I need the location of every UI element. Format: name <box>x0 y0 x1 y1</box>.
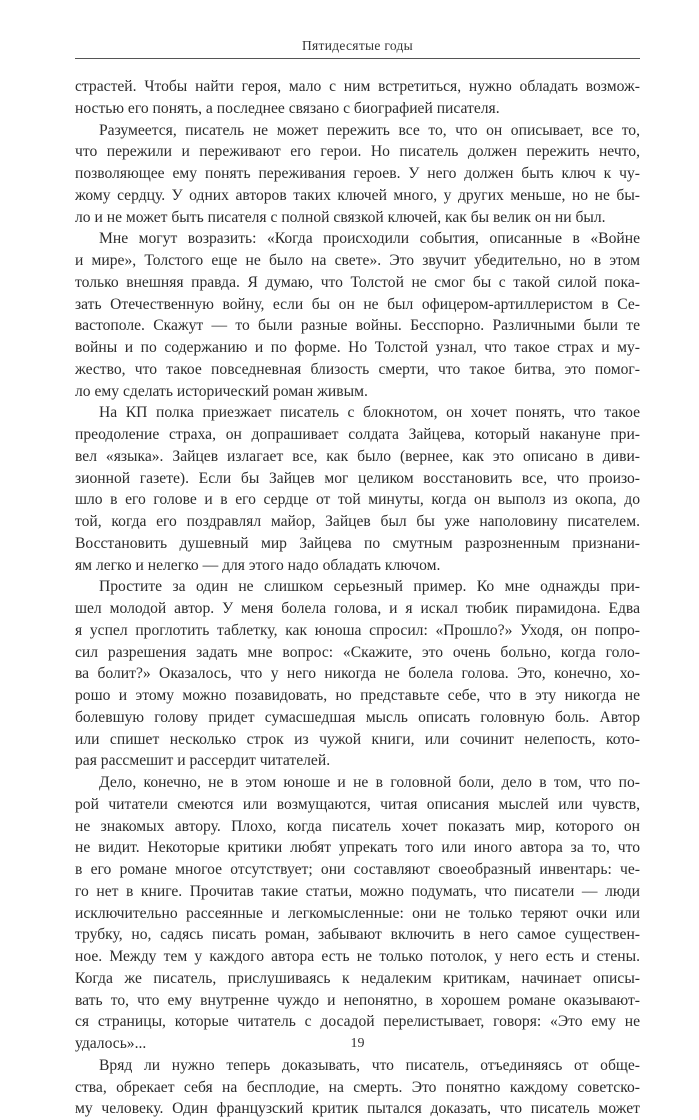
header-rule <box>75 58 640 59</box>
text-line: го нет в книге. Прочитав такие статьи, можно подумать, что писатели — люди <box>75 882 640 900</box>
text-line: что пережили и переживают его герои. Но писатель должен пережить нечто, <box>75 143 640 161</box>
running-head: Пятидесятые годы <box>301 38 414 53</box>
paragraph <box>75 1055 640 1120</box>
text-line: позволяющее ему понять переживания героев. У него должен быть ключ к чу- <box>75 165 640 182</box>
text-line: трубку, но, садясь писать роман, забывают включить в него самое существен- <box>75 926 640 944</box>
text-line: ло и не может быть писателя с полной связкой ключей, как бы велик он ни был. <box>75 208 606 226</box>
text-line: Простите за один не слишком серьезный пример. Ко мне однажды при- <box>99 578 640 596</box>
text-line: исключительно рассеянные и легкомысленные: они не только теряют очки или <box>75 904 640 922</box>
text-line: не видит. Некоторые критики любят упрекать того или иного автора за то, что <box>75 839 640 857</box>
text-line: ся страницы, которые читатель с досадой перелистывает, говоря: «Это ему не <box>75 1013 640 1031</box>
text-line: Мне могут возразить: «Когда происходили события, описанные в «Войне <box>99 230 640 248</box>
text-line: я успел проглотить таблетку, как юноша спросил: «Прошло?» Уходя, он попро- <box>75 621 640 639</box>
text-line: рой читатели смеются или возмущаются, читая описания мыслей или чувств, <box>75 795 640 813</box>
text-line: рая рассмешит и рассердит читателей. <box>75 752 331 770</box>
text-line: в его романе многое отсутствует; они составляют своеобразный инвентарь: че- <box>75 861 640 878</box>
text-line: не знакомых автору. Плохо, когда писатель хочет показать мир, которого он <box>75 817 640 835</box>
text-line: Вряд ли нужно теперь доказывать, что писатель, отъединяясь от обще- <box>99 1056 640 1074</box>
paragraph <box>75 772 640 1055</box>
text-line: вел «языка». Зайцев излагает все, как было (вернее, как это описано в диви- <box>75 447 640 465</box>
text-line: жому сердцу. У одних авторов таких ключей много, у других меньше, но не бы- <box>75 186 640 204</box>
text-line: Восстановить душевный мир Зайцева по смутным разрозненным признани- <box>75 534 640 552</box>
text-line: Дело, конечно, не в этом юноше и не в головной боли, дело в том, что по- <box>99 774 640 791</box>
text-line: вать то, что ему внутренне чуждо и непонятно, в хорошем романе оказывают- <box>75 991 640 1009</box>
text-line: сил разрешения задать мне вопрос: «Скажите, это очень больно, когда голо- <box>75 643 640 661</box>
text-line: и мире», Толстого еще не было на свете». Это звучит убедительно, но в этом <box>75 252 640 269</box>
text-line: ства, обрекает себя на бесплодие, на смерть. Это понятно каждому советско- <box>75 1078 640 1096</box>
text-line: рошо и этому можно позавидовать, но представьте себе, что в эту никогда не <box>75 687 640 704</box>
paragraph <box>75 402 640 576</box>
text-line: войны и по содержанию и по форме. Но Толстой узнал, что такое страх и му- <box>75 339 640 356</box>
text-line: или спишет несколько строк из чужой книги, или сочинит нелепость, кото- <box>75 730 640 748</box>
text-line: му человеку. Один французский критик пытался доказать, что писатель может <box>75 1100 640 1118</box>
paragraph <box>75 120 640 229</box>
text-line: ло ему сделать исторический роман живым. <box>75 382 368 400</box>
paragraph <box>75 576 640 772</box>
text-line: вастополе. Скажут — то были разные войны. Бесспорно. Различными были те <box>75 317 640 335</box>
text-line: болевшую голову придет сумасшедшая мысль описать головную боль. Автор <box>75 708 640 726</box>
text-line: страстей. Чтобы найти героя, мало с ним встретиться, нужно обладать возмож- <box>75 78 640 95</box>
page-number: 19 <box>350 1036 365 1051</box>
paragraph <box>75 228 640 402</box>
text-line: ное. Между тем у каждого автора есть не только потолок, у него есть и стены. <box>75 948 640 965</box>
text-line: Разумеется, писатель не может пережить все то, что он описывает, все то, <box>99 121 640 139</box>
text-line: ва болит?» Оказалось, что у него никогда не болела голова. Это, конечно, хо- <box>75 665 640 683</box>
text-line: шел молодой автор. У меня болела голова, и я искал тюбик пирамидона. Едва <box>75 600 640 617</box>
text-line: только внешняя правда. Я думаю, что Толстой не смог бы с такой силой пока- <box>75 273 640 291</box>
paragraph <box>75 76 640 120</box>
text-line: ностью его понять, а последнее связано с биографией писателя. <box>75 99 500 117</box>
text-line: зать Отечественную войну, если бы он не был офицером-артиллеристом в Се- <box>75 295 640 313</box>
body-text <box>75 76 640 1120</box>
text-line: удалось»... <box>75 1035 147 1052</box>
text-line: жество, что такое повседневная близость смерти, что такое битва, это помог- <box>75 360 640 378</box>
text-line: той, когда его поздравлял майор, Зайцев был бы уже наполовину писателем. <box>75 513 640 530</box>
text-line: зионной газете). Если бы Зайцев мог целиком восстановить все, что произо- <box>75 469 640 487</box>
text-line: Когда же писатель, прислушиваясь к недалеким критикам, начинает описы- <box>75 969 640 987</box>
text-line: шло в его голове и в его сердце от той минуты, когда он выполз из окопа, до <box>75 491 640 509</box>
text-line: преодоление страха, он допрашивает солдата Зайцева, который накануне при- <box>75 426 640 443</box>
text-line: ям легко и нелегко — для этого надо обладать ключом. <box>75 556 441 574</box>
text-line: На КП полка приезжает писатель с блокнотом, он хочет понять, что такое <box>99 404 640 422</box>
